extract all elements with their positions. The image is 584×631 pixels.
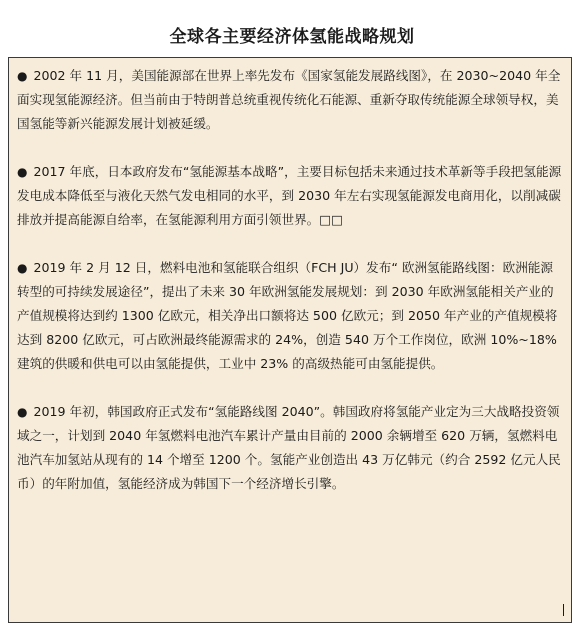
strategy-text-box [8,57,572,623]
bullet-dot: ● [17,69,28,83]
bullet-dot: ● [17,165,28,179]
paragraph-spacer [17,232,565,256]
paragraph-text: 2002 年 11 月，美国能源部在世界上率先发布《国家氢能发展路线图》，在 2030~2040 年全面实现氢能源经济。但当前由于特朗普总统重视传统化石能源、重新夺取传统能源全球领导权，美国氢能等新兴能源发展计划被延缓。 [17,68,561,131]
corner-mark [559,604,564,616]
paragraph-spacer [17,376,565,400]
document-title: 全球各主要经济体氢能战略规划 [169,27,415,47]
paragraph-spacer [17,136,565,160]
paragraph-japan [17,160,565,232]
paragraph-text: 2019 年初，韩国政府正式发布“氢能路线图 2040”。韩国政府将氢能产业定为三大战略投资领域之一，计划到 2040 年氢燃料电池汽车累计产量由目前的 2000 余辆增至 620 万辆，氢燃料电池汽车加氢站从现有的 14 个增至 1200 个。氢能产业创造出 43 万亿韩元（约合 2592 亿元人民币）的年附加值，氢能经济成为韩国下一个经济增长引擎。 [17,404,561,491]
paragraph-korea [17,400,565,496]
bullet-dot: ● [17,261,28,275]
paragraph-europe [17,256,565,376]
paragraph-text: 2019 年 2 月 12 日，燃料电池和氢能联合组织（FCH JU）发布“ 欧洲氢能路线图：欧洲能源转型的可持续发展途径”，提出了未来 30 年欧洲氢能发展规划：到 2030 年欧洲氢能相关产业的产值规模将达到约 1300 亿欧元，相关净出口额将达 500 亿欧元；到 2050 年产业的产值规模将达到 8200 亿欧元，可占欧洲最终能源需求的 24%，创造 540 万个工作岗位，欧洲 10%~18% 建筑的供暖和供电可以由氢能提供，工业中 23% 的高级热能可由氢能提供。 [17,260,558,371]
paragraph-usa [17,64,565,136]
paragraph-text: 2017 年底，日本政府发布“氢能源基本战略”，主要目标包括未来通过技术革新等手段把氢能源发电成本降低至与液化天然气发电相同的水平，到 2030 年左右实现氢能源发电商用化，以削减碳排放并提高能源自给率，在氢能源利用方面引领世界。□□ [17,164,562,227]
bullet-dot: ● [17,405,28,419]
